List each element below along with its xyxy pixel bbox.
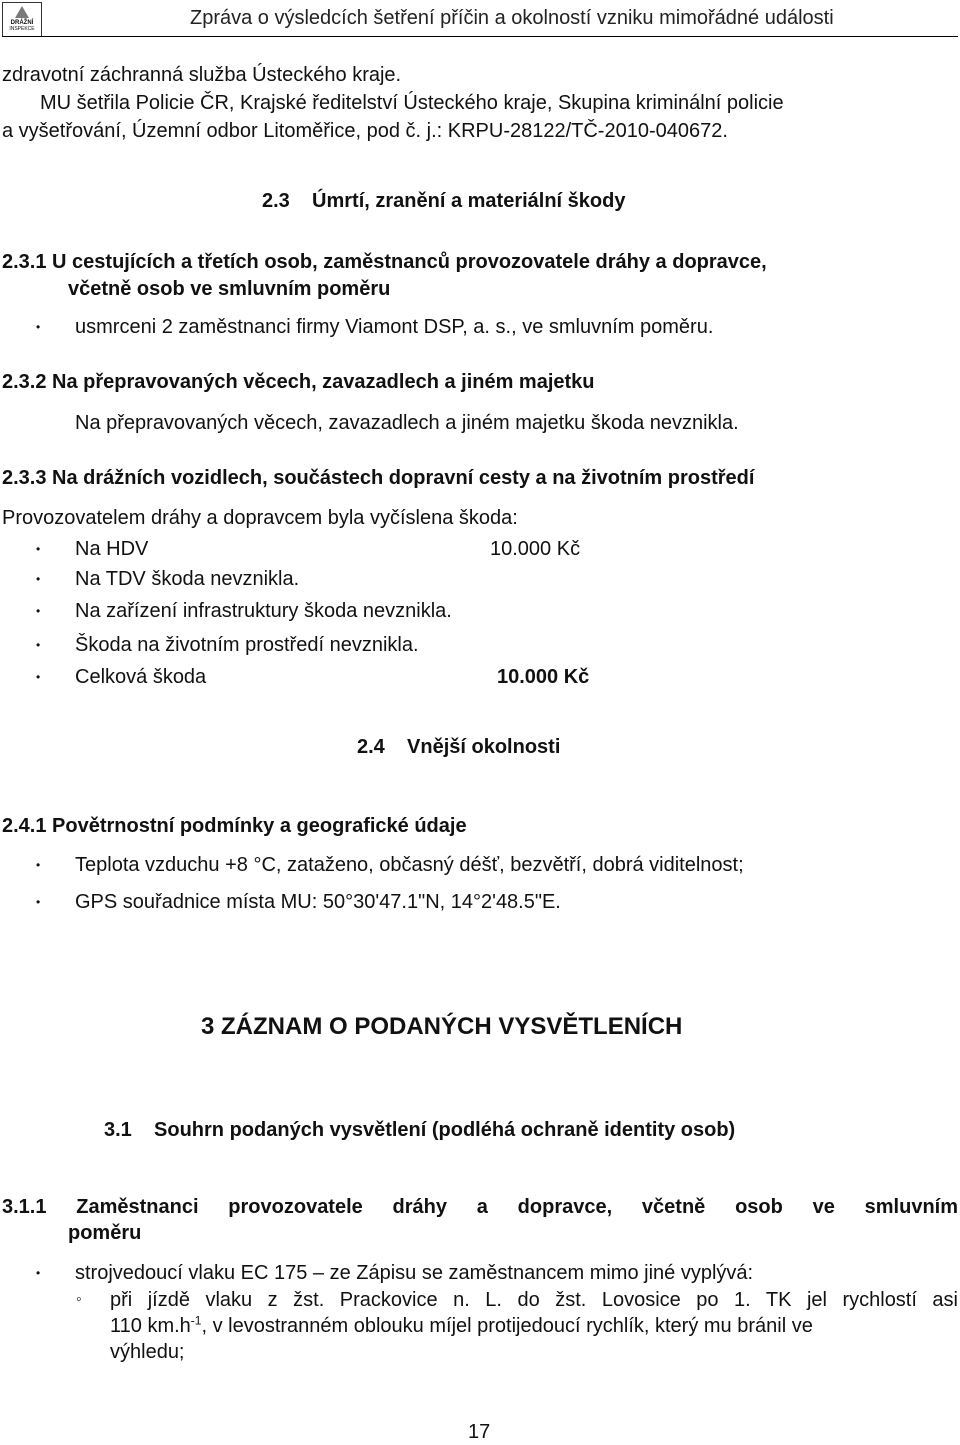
damage-hdv-label: Na HDV bbox=[75, 538, 149, 560]
intro-line-1: zdravotní záchranná služba Ústeckého kraje. bbox=[2, 64, 402, 86]
damage-environment: Škoda na životním prostředí nevznikla. bbox=[75, 634, 419, 656]
section-2-3-1-heading-line2: včetně osob ve smluvním poměru bbox=[68, 278, 391, 300]
section-2-4-heading: 2.4 Vnější okolnosti bbox=[357, 736, 561, 758]
explanation-sub-line2 bbox=[110, 1313, 813, 1339]
explanation-sub-line3: výhledu; bbox=[110, 1341, 185, 1363]
logo-text-line2: INSPEKCE bbox=[9, 26, 35, 32]
bullet-icon: • bbox=[36, 320, 41, 334]
sub-bullet-circle-icon: ◦ bbox=[76, 1291, 82, 1308]
bullet-icon: • bbox=[36, 858, 41, 872]
section-2-3-3-heading: 2.3.3 Na drážních vozidlech, součástech dopravní cesty a na životním prostředí bbox=[2, 467, 755, 489]
intro-line-3: a vyšetřování, Územní odbor Litoměřice, pod č. j.: KRPU-28122/TČ-2010-040672. bbox=[2, 120, 728, 142]
bullet-icon: • bbox=[36, 542, 41, 556]
section-2-3-3-intro: Provozovatelem dráhy a dopravcem byla vyčíslena škoda: bbox=[2, 507, 518, 529]
bullet-icon: • bbox=[36, 604, 41, 618]
section-2-3-2-heading: 2.3.2 Na přepravovaných věcech, zavazadlech a jiném majetku bbox=[2, 371, 595, 393]
drazni-inspekce-logo bbox=[2, 2, 42, 37]
section-2-3-1-heading-line1: 2.3.1 U cestujících a třetích osob, zaměstnanců provozovatele dráhy a dopravce, bbox=[2, 251, 767, 273]
damage-total-label: Celková škoda bbox=[75, 666, 207, 688]
page-number: 17 bbox=[468, 1421, 491, 1443]
bullet-icon: • bbox=[36, 1266, 41, 1280]
weather-conditions: Teplota vzduchu +8 °C, zataženo, občasný déšť, bezvětří, dobrá viditelnost; bbox=[75, 854, 744, 876]
section-3-1-heading: 3.1 Souhrn podaných vysvětlení (podléhá ochraně identity osob) bbox=[104, 1119, 736, 1141]
section-2-3-2-text: Na přepravovaných věcech, zavazadlech a jiném majetku škoda nevznikla. bbox=[75, 412, 739, 434]
header-title: Zpráva o výsledcích šetření příčin a okolností vzniku mimořádné události bbox=[190, 7, 834, 29]
section-3-1-1-heading-line2: poměru bbox=[68, 1222, 142, 1244]
bullet-icon: • bbox=[36, 895, 41, 909]
damage-hdv-value: 10.000 Kč bbox=[490, 538, 581, 560]
explanation-sub-line2-rest: , v levostranném oblouku míjel protijedoucí rychlík, který mu bránil ve bbox=[201, 1315, 813, 1337]
damage-tdv: Na TDV škoda nevznikla. bbox=[75, 568, 300, 590]
logo-mark-icon bbox=[15, 6, 29, 18]
intro-line-2: MU šetřila Policie ČR, Krajské ředitelství Ústeckého kraje, Skupina kriminální policie bbox=[40, 92, 784, 114]
section-2-4-1-heading: 2.4.1 Povětrnostní podmínky a geografické údaje bbox=[2, 815, 467, 837]
speed-value: 110 km.h bbox=[110, 1315, 191, 1337]
section-3-1-1-heading-line1 bbox=[2, 1194, 958, 1220]
gps-coordinates: GPS souřadnice místa MU: 50°30'47.1"N, 14°2'48.5"E. bbox=[75, 891, 561, 913]
damage-total-value: 10.000 Kč bbox=[497, 666, 590, 688]
explanation-bullet: strojvedoucí vlaku EC 175 – ze Zápisu se zaměstnancem mimo jiné vyplývá: bbox=[75, 1262, 754, 1284]
speed-exponent: -1 bbox=[190, 1313, 202, 1328]
bullet-icon: • bbox=[36, 572, 41, 586]
section-2-3-1-bullet: usmrceni 2 zaměstnanci firmy Viamont DSP, a. s., ve smluvním poměru. bbox=[75, 316, 714, 338]
header-divider bbox=[2, 36, 958, 37]
chapter-3-heading: 3 ZÁZNAM O PODANÝCH VYSVĚTLENÍCH bbox=[201, 1013, 683, 1040]
explanation-sub-line1-text: při jízdě vlaku z žst. Prackovice n. L. do žst. Lovosice po 1. TK jel rychlostí asi bbox=[110, 1289, 958, 1311]
bullet-icon: • bbox=[36, 670, 41, 684]
logo-text-line1: DRÁŽNÍ bbox=[10, 20, 34, 26]
section-2-3-heading: 2.3 Úmrtí, zranění a materiální škody bbox=[262, 190, 626, 212]
explanation-sub-line1 bbox=[110, 1287, 958, 1313]
section-3-1-1-heading-line1-text: 3.1.1 Zaměstnanci provozovatele dráhy a dopravce, včetně osob ve smluvním bbox=[2, 1196, 958, 1218]
bullet-icon: • bbox=[36, 638, 41, 652]
damage-infrastructure: Na zařízení infrastruktury škoda nevznikla. bbox=[75, 600, 452, 622]
